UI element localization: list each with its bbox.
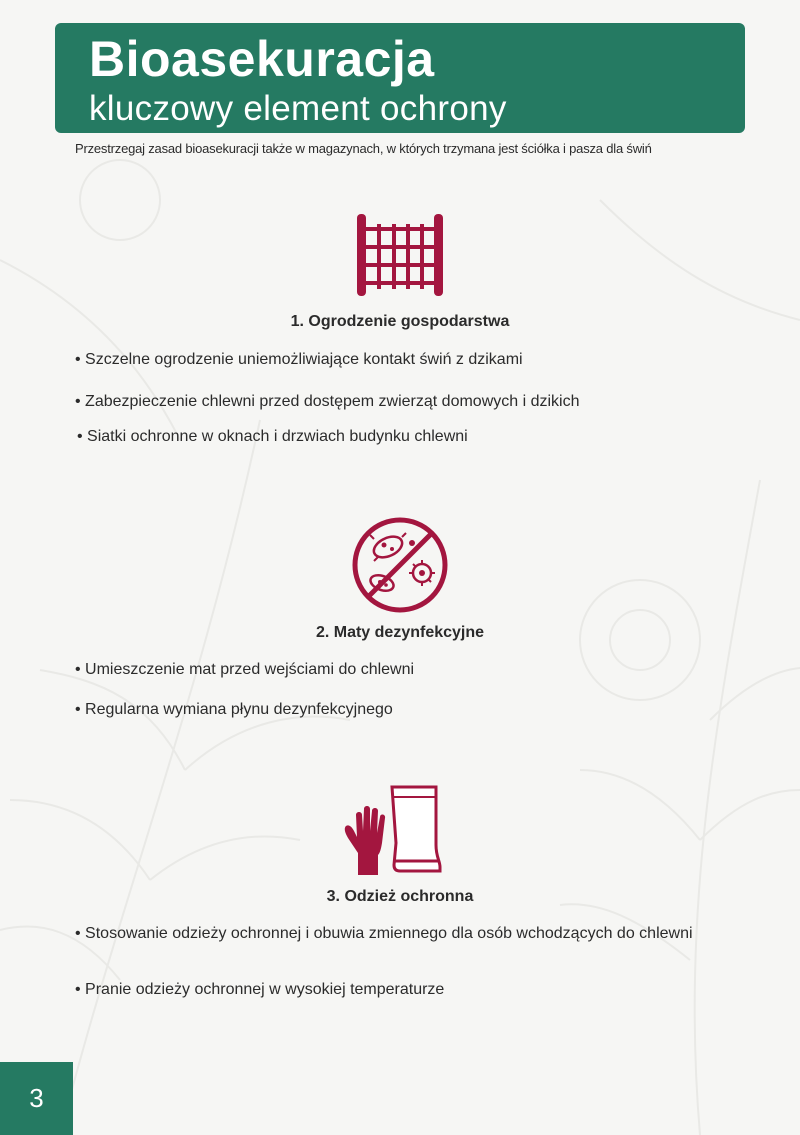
list-item: • Stosowanie odzieży ochronnej i obuwia zmiennego dla osób wchodzących do chlewni [75,925,693,942]
list-item: • Pranie odzieży ochronnej w wysokiej temperaturze [75,981,445,998]
section-title-fence: 1. Ogrodzenie gospodarstwa [290,313,510,330]
no-germs-icon [350,515,450,615]
page-number: 3 [0,1062,73,1135]
fence-icon [355,210,445,296]
list-item: • Zabezpieczenie chlewni przed dostępem zwierząt domowych i dzikich [75,393,580,410]
list-item: • Regularna wymiana płynu dezynfekcyjnego [75,701,393,718]
page-title: Bioasekuracja [89,31,435,87]
list-item: • Szczelne ogrodzenie uniemożliwiające kontakt świń z dzikami [75,351,523,368]
section-title-clothing: 3. Odzież ochronna [326,888,474,905]
page-subtitle: kluczowy element ochrony [89,89,507,128]
section-title-mats: 2. Maty dezynfekcyjne [315,624,485,641]
header-banner [55,23,745,133]
intro-text: Przestrzegaj zasad bioasekuracji także w magazynach, w których trzymana jest ściółka i pasza dla świń [75,141,652,156]
list-item: • Umieszczenie mat przed wejściami do chlewni [75,661,415,678]
list-item: • Siatki ochronne w oknach i drzwiach budynku chlewni [77,428,468,445]
glove-boot-icon [340,783,444,877]
